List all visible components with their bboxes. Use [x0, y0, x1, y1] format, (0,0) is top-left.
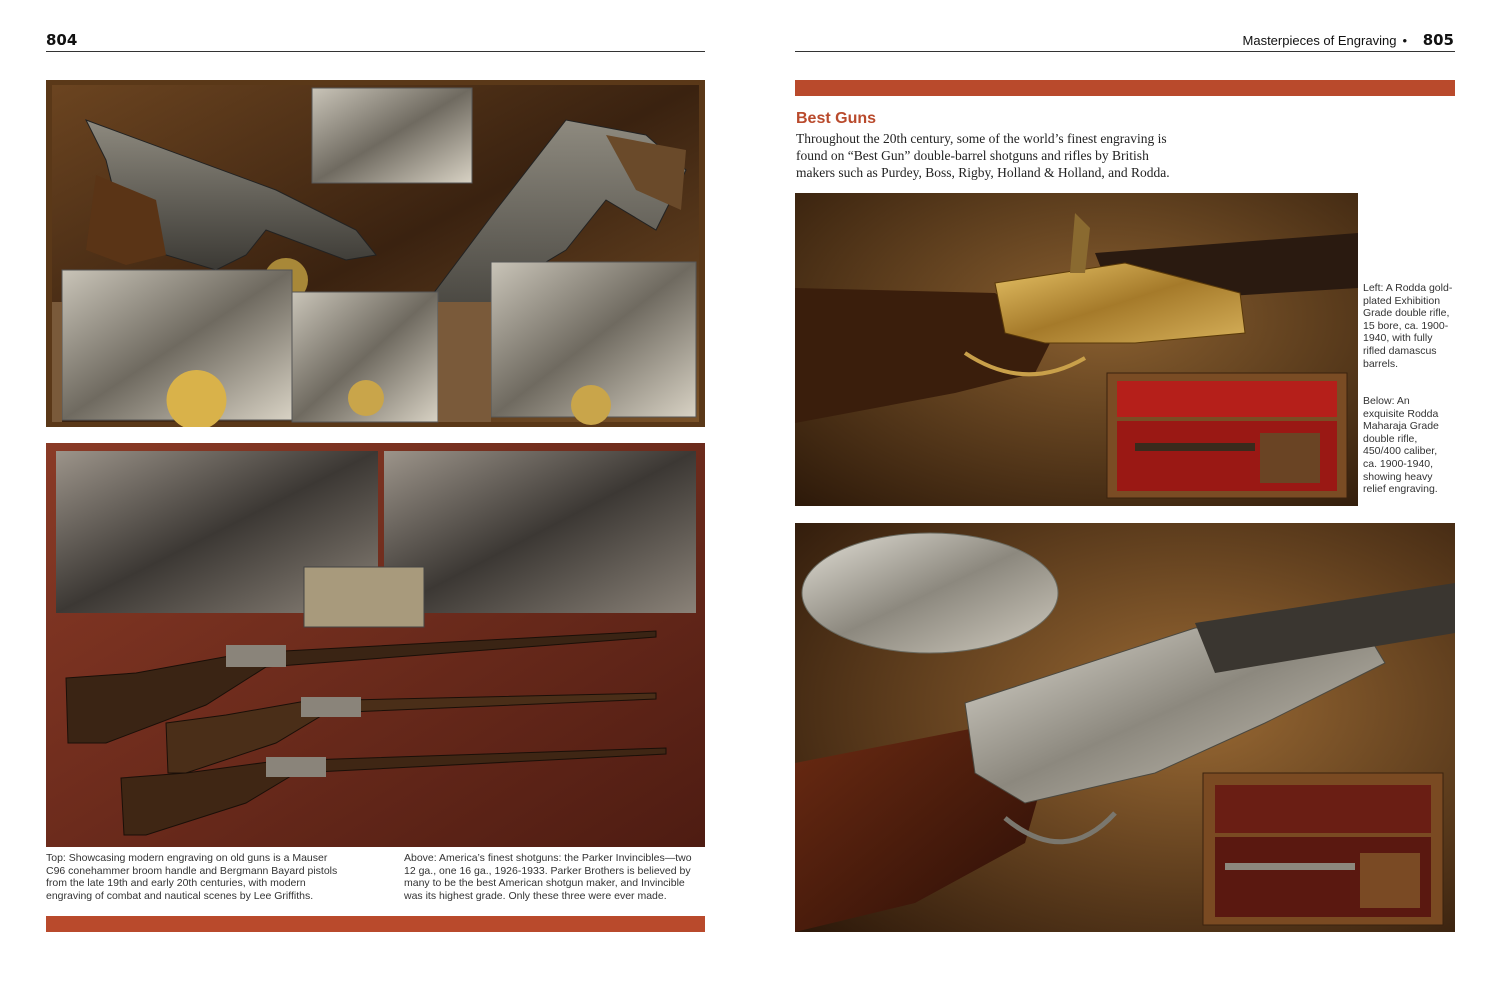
caption-top-left: Top: Showcasing modern engraving on old guns is a Mauser C96 conehammer broom handle and Bergmann Bayard pistols from the late 19th and early 20th centuries, with modern engraving of combat and nautical scenes by Lee Griffiths. — [46, 852, 338, 902]
left-accent-band — [46, 916, 705, 932]
caption-rodda-below: Below: An exquisite Rodda Maharaja Grade double rifle, 450/400 caliber, ca. 1900-1940, showing heavy relief engraving. — [1363, 395, 1439, 496]
article-headline: Best Guns — [796, 110, 877, 127]
article-body: Throughout the 20th century, some of the world’s finest engraving is found on “Best Gun” double-barrel shotguns and rifles by British makers such as Purdey, Boss, Rigby, Holland & Holland, and Rodda. — [796, 131, 1170, 180]
running-head-title: Masterpieces of Engraving — [1242, 33, 1397, 48]
right-accent-band — [795, 80, 1455, 96]
parker-shotguns-photo — [46, 443, 705, 847]
pistols-collage-photo — [46, 80, 705, 427]
rodda-exhibition-rifle-photo — [795, 193, 1358, 506]
rodda-maharaja-rifle-image — [795, 523, 1455, 932]
caption-above-right: Above: America’s finest shotguns: the Parker Invincibles—two 12 ga., one 16 ga., 1926-1933. Parker Brothers is believed by many to be the best American shotgun maker, and Invincible was its highest grade. Only these three were ever made. — [404, 852, 692, 902]
right-page-number: 805 — [1422, 31, 1454, 49]
left-page-number: 804 — [46, 31, 78, 49]
rodda-exhibition-rifle-image — [795, 193, 1358, 506]
caption-rodda-left: Left: A Rodda gold-plated Exhibition Grade double rifle, 15 bore, ca. 1900-1940, with fully rifled damascus barrels. — [1363, 282, 1453, 370]
header-rule-left — [46, 51, 705, 52]
rodda-maharaja-rifle-photo — [795, 523, 1455, 932]
parker-shotguns-image — [46, 443, 705, 847]
running-head — [1243, 33, 1413, 48]
pistols-collage-image — [46, 80, 705, 427]
running-head-separator: • — [1402, 33, 1407, 48]
header-rule-right — [795, 51, 1455, 52]
